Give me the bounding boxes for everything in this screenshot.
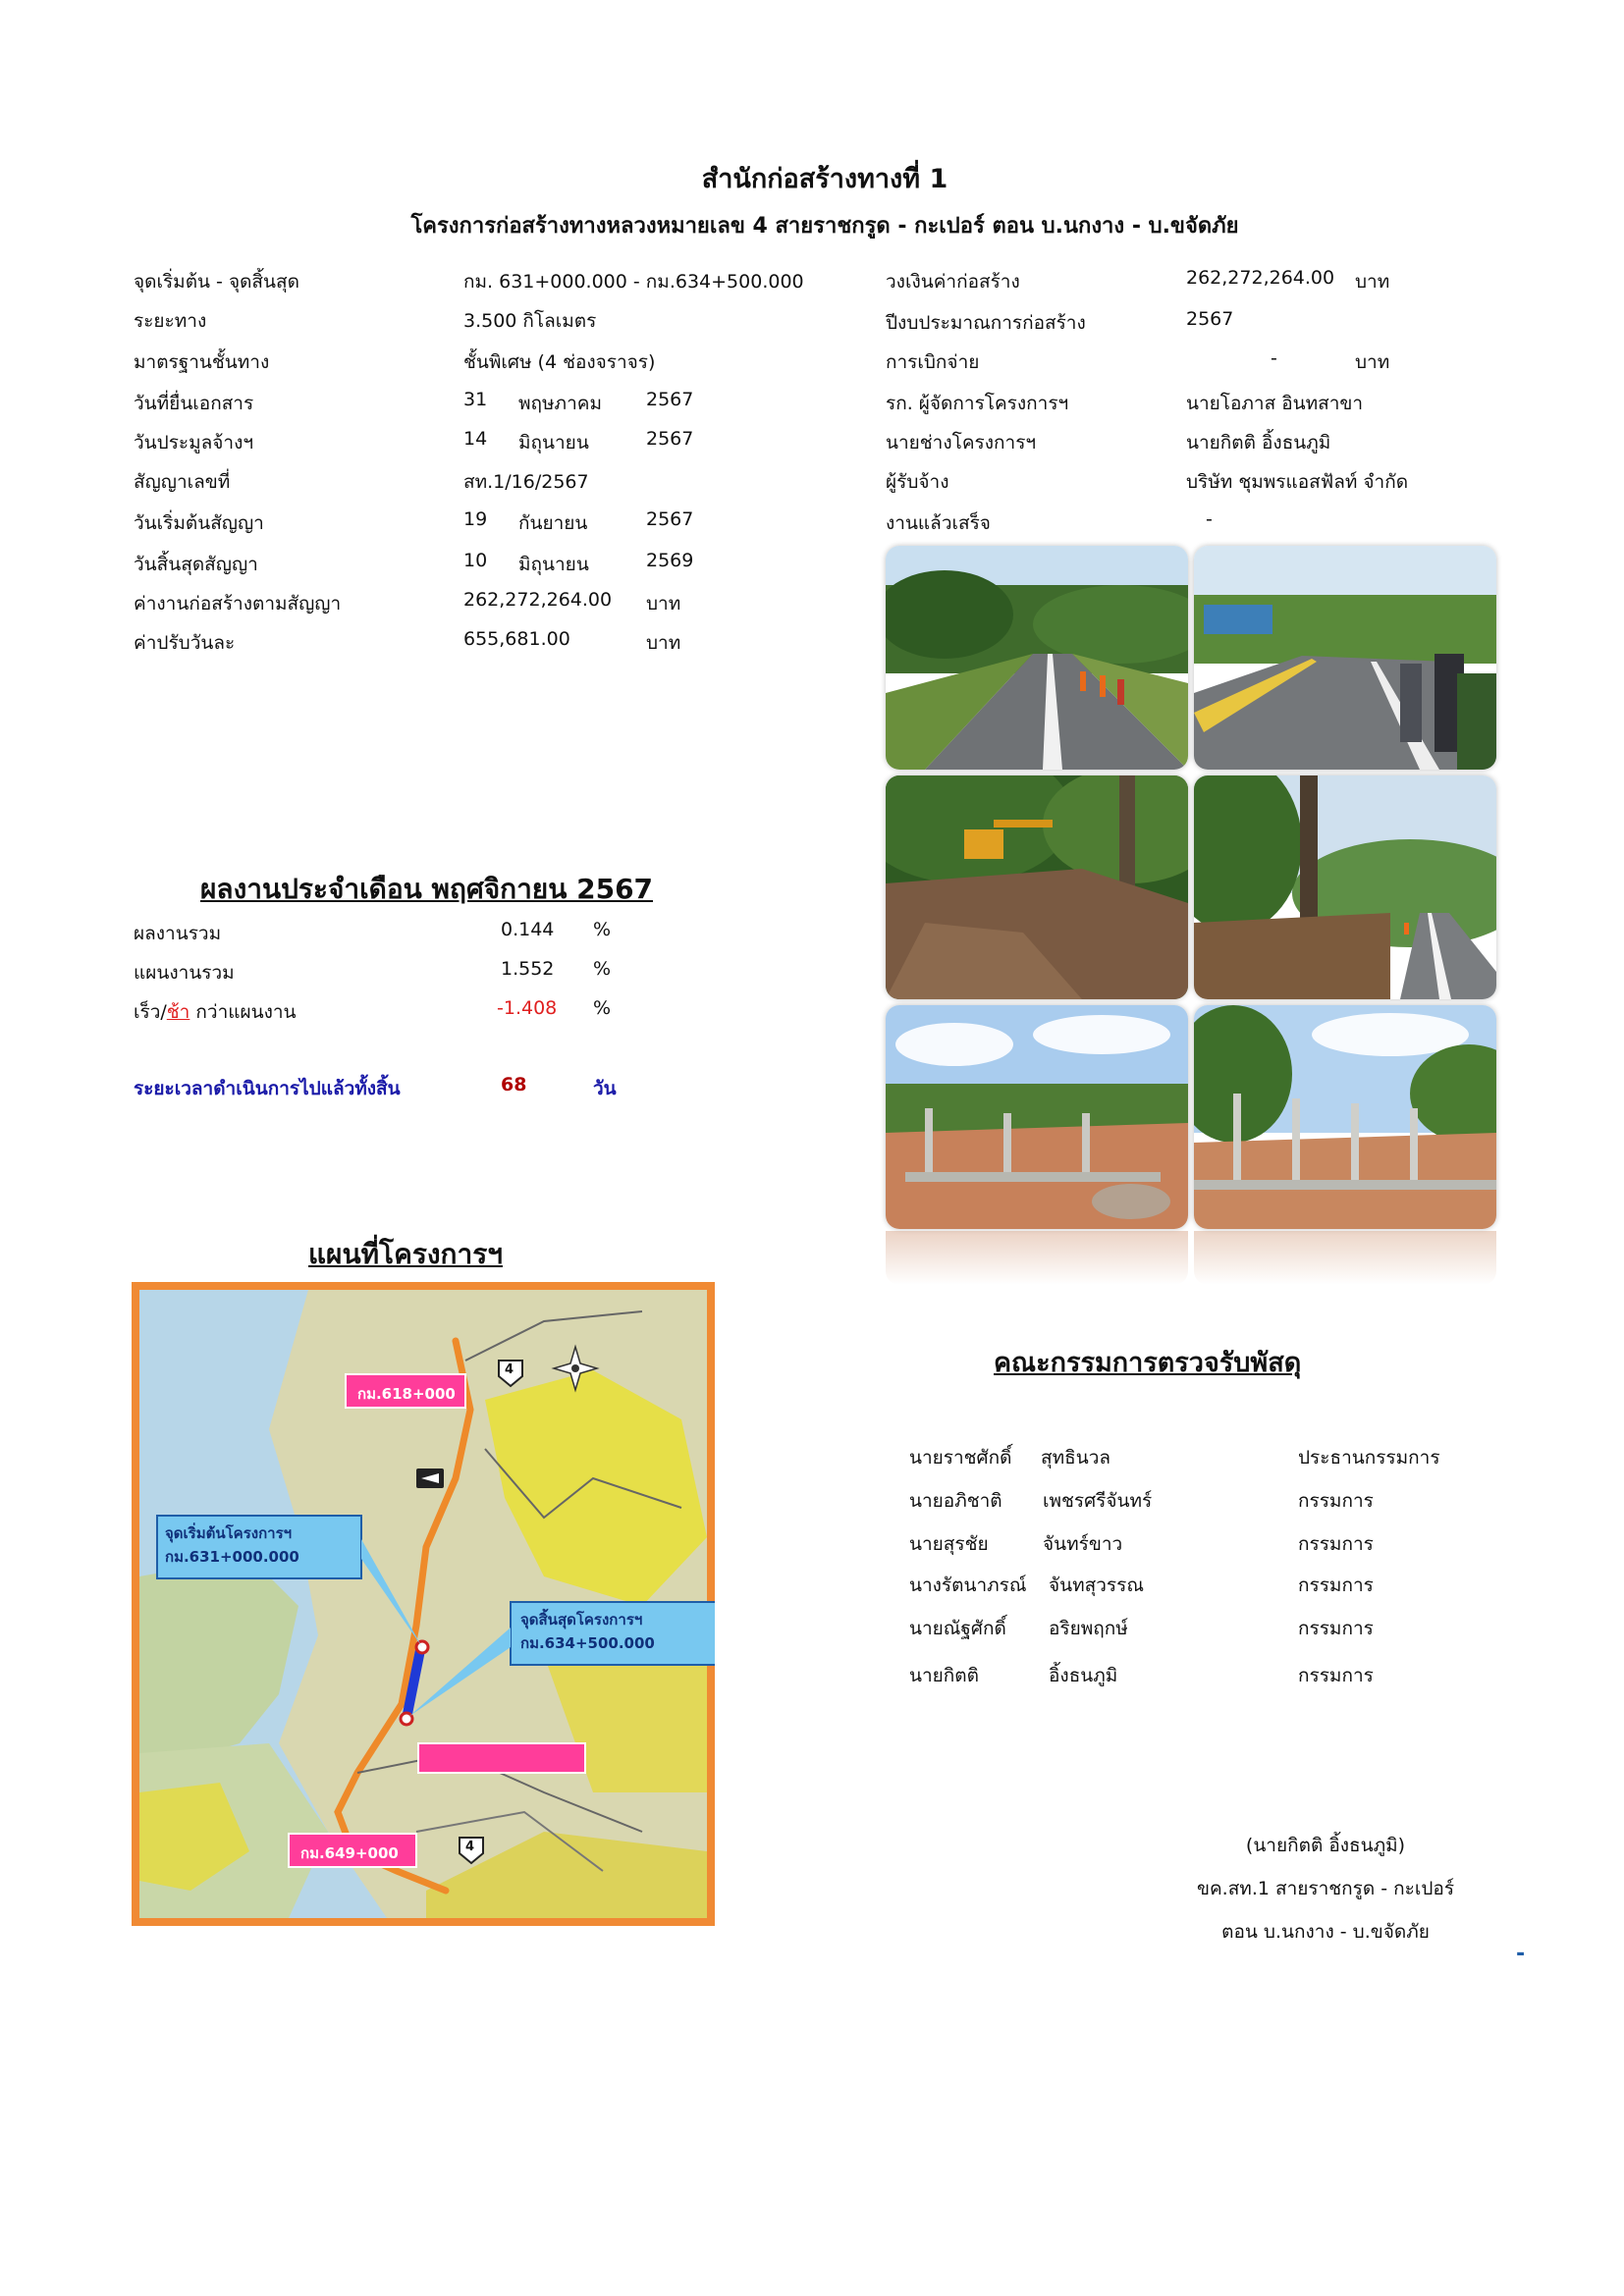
office-title: สำนักก่อสร้างทางที่ 1 [701, 164, 948, 194]
end-label [520, 1608, 655, 1655]
info-label: ค่าปรับวันละ [134, 632, 236, 654]
info-value: 3.500 กิโลเมตร [463, 310, 597, 332]
project-title: โครงการก่อสร้างทางหลวงหมายเลข 4 สายราชกรูด - กะเปอร์ ตอน บ.นกงาง - บ.ขจัดภัย [410, 214, 1239, 239]
site-photo [1194, 775, 1496, 999]
info-value: สท.1/16/2567 [463, 471, 589, 493]
info-label: ระยะทาง [134, 310, 207, 332]
project-map [132, 1282, 715, 1926]
member-last-name: อิ้งธนภูมิ [1049, 1665, 1118, 1686]
member-first-name: นายอภิชาติ [909, 1490, 1002, 1512]
info-label: สัญญาเลขที่ [134, 471, 231, 493]
info-value: 655,681.00 [463, 628, 570, 650]
signature-block [1080, 1824, 1571, 1953]
info-unit: บาท [646, 632, 681, 654]
progress-value: 0.144 [501, 919, 555, 940]
progress-unit: % [593, 919, 612, 940]
site-photo [886, 1005, 1188, 1229]
info-value: 262,272,264.00 [463, 589, 613, 611]
info-label: วันประมูลจ้างฯ [134, 432, 254, 454]
signer-name: (นายกิตติ อิ้งธนภูมิ) [1245, 1835, 1406, 1856]
progress-unit: % [593, 997, 612, 1019]
progress-label: แผนงานรวม [134, 962, 235, 984]
info-label: การเบิกจ่าย [886, 351, 980, 373]
end-point-marker [401, 1713, 412, 1725]
info-label: จุดเริ่มต้น - จุดสิ้นสุด [134, 271, 299, 293]
member-first-name: นายณัฐศักดิ์ [909, 1618, 1006, 1639]
committee-heading: คณะกรรมการตรวจรับพัสดุ [994, 1348, 1302, 1378]
info-label: วันสิ้นสุดสัญญา [134, 554, 258, 575]
info-year: 2567 [646, 508, 694, 530]
info-unit: บาท [1355, 351, 1390, 373]
info-value: - [1206, 508, 1213, 530]
signer-section: ตอน บ.นกงาง - บ.ขจัดภัย [1221, 1921, 1430, 1943]
info-value: บริษัท ชุมพรแอสฟัลท์ จำกัด [1186, 471, 1409, 493]
member-first-name: นางรัตนาภรณ์ [909, 1575, 1027, 1596]
member-first-name: นายสุรชัย [909, 1533, 989, 1555]
info-day: 10 [463, 550, 488, 571]
info-day: 31 [463, 389, 488, 410]
site-photo [886, 546, 1188, 770]
member-role: กรรมการ [1298, 1533, 1374, 1555]
info-value: ชั้นพิเศษ (4 ช่องจราจร) [463, 351, 656, 373]
elapsed-value: 68 [501, 1074, 527, 1095]
map-heading: แผนที่โครงการฯ [308, 1238, 503, 1270]
info-year: 2567 [646, 428, 694, 450]
progress-label: ผลงานรวม [134, 923, 222, 944]
progress-unit: % [593, 958, 612, 980]
info-year: 2567 [646, 389, 694, 410]
member-first-name: นายราชศักดิ์ [909, 1447, 1012, 1468]
member-role: กรรมการ [1298, 1575, 1374, 1596]
info-label: งานแล้วเสร็จ [886, 512, 991, 534]
member-last-name: เพชรศรีจันทร์ [1043, 1490, 1153, 1512]
photo-reflection [1194, 1231, 1496, 1285]
info-label: วันที่ยื่นเอกสาร [134, 393, 254, 414]
elapsed-unit: วัน [593, 1078, 617, 1099]
info-label: วันเริ่มต้นสัญญา [134, 512, 264, 534]
site-photo [1194, 546, 1496, 770]
info-value: นายโอภาส อินทสาขา [1186, 393, 1364, 414]
info-label: นายช่างโครงการฯ [886, 432, 1037, 454]
member-role: กรรมการ [1298, 1618, 1374, 1639]
photo-reflection [886, 1231, 1188, 1285]
faster-label: เร็ว/ [134, 1001, 167, 1023]
info-value: กม. 631+000.000 - กม.634+500.000 [463, 271, 804, 293]
route-number: 4 [465, 1840, 475, 1854]
info-unit: บาท [646, 593, 681, 614]
info-label: ปีงบประมาณการก่อสร้าง [886, 312, 1086, 334]
info-month: กันยายน [518, 512, 588, 534]
progress-heading: ผลงานประจำเดือน พฤศจิกายน 2567 [200, 873, 654, 905]
info-unit: บาท [1355, 271, 1390, 293]
info-value: 2567 [1186, 308, 1234, 330]
airport-icon [416, 1468, 444, 1488]
info-label: วงเงินค่าก่อสร้าง [886, 271, 1020, 293]
member-last-name: สุทธินวล [1041, 1447, 1111, 1468]
member-role: กรรมการ [1298, 1490, 1374, 1512]
info-label: มาตรฐานชั้นทาง [134, 351, 270, 373]
info-day: 14 [463, 428, 488, 450]
info-label: ค่างานก่อสร้างตามสัญญา [134, 593, 342, 614]
start-km: กม.631+000.000 [165, 1548, 299, 1566]
info-day: 19 [463, 508, 488, 530]
member-role: ประธานกรรมการ [1298, 1447, 1440, 1468]
route-number: 4 [505, 1362, 514, 1377]
site-photo [886, 775, 1188, 999]
top-km-marker: กม.618+000 [357, 1385, 456, 1403]
site-photo [1194, 1005, 1496, 1229]
member-last-name: อริยพฤกษ์ [1049, 1618, 1128, 1639]
end-km: กม.634+500.000 [520, 1634, 655, 1652]
footer-mark: - [1516, 1942, 1526, 1966]
compare-label: กว่าแผนงาน [189, 1001, 297, 1023]
info-month: มิถุนายน [518, 432, 589, 454]
info-value: - [1271, 347, 1277, 369]
slower-label: ช้า [166, 1001, 190, 1023]
end-label-title: จุดสิ้นสุดโครงการฯ [520, 1611, 643, 1629]
info-value: นายกิตติ อิ้งธนภูมิ [1186, 432, 1331, 454]
info-value: 262,272,264.00 [1186, 267, 1335, 289]
member-role: กรรมการ [1298, 1665, 1374, 1686]
member-last-name: จันทร์ขาว [1043, 1533, 1123, 1555]
info-label: รก. ผู้จัดการโครงการฯ [886, 393, 1069, 414]
elapsed-label: ระยะเวลาดำเนินการไปแล้วทั้งสิ้น [134, 1078, 401, 1099]
member-first-name: นายกิตติ [909, 1665, 979, 1686]
start-label-title: จุดเริ่มต้นโครงการฯ [165, 1524, 293, 1542]
bottom-km-marker: กม.649+000 [300, 1844, 399, 1862]
info-month: พฤษภาคม [518, 393, 602, 414]
signer-position: ขค.สท.1 สายราชกรูด - กะเปอร์ [1196, 1878, 1455, 1899]
start-label [165, 1522, 299, 1569]
map-pink-label [418, 1743, 585, 1773]
info-label: ผู้รับจ้าง [886, 471, 949, 493]
progress-label [134, 997, 297, 1027]
member-last-name: จันทสุวรรณ [1049, 1575, 1144, 1596]
info-month: มิถุนายน [518, 554, 589, 575]
progress-value: 1.552 [501, 958, 555, 980]
progress-variance-value: -1.408 [497, 997, 558, 1019]
info-year: 2569 [646, 550, 694, 571]
